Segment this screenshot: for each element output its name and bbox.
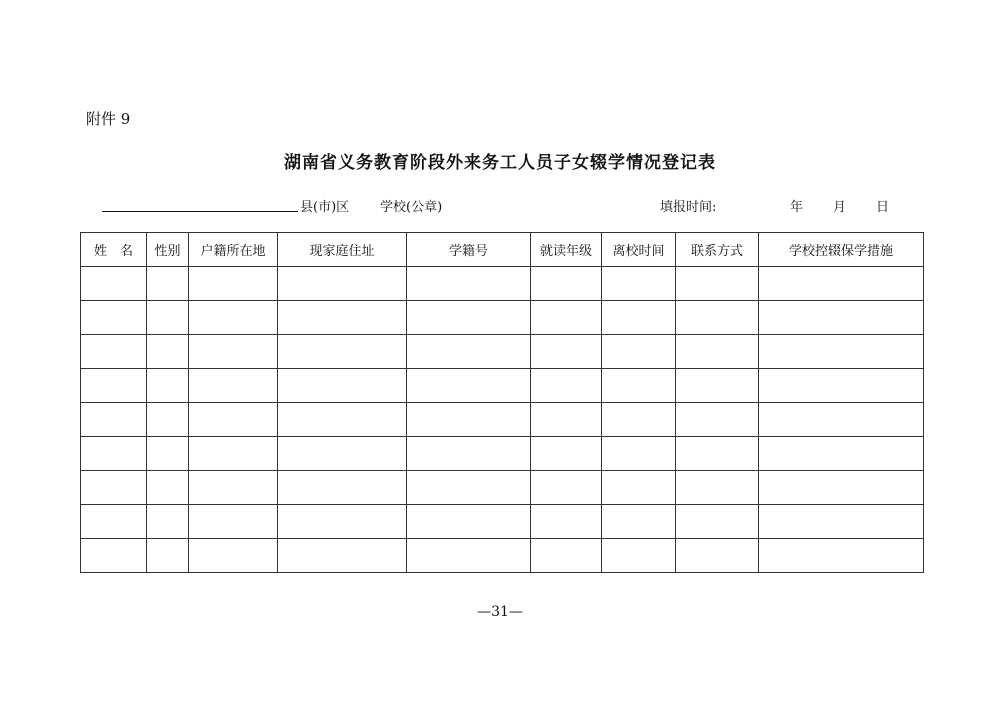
table-cell[interactable] [531, 301, 602, 335]
table-row [81, 403, 924, 437]
table-cell[interactable] [531, 267, 602, 301]
table-cell[interactable] [81, 267, 147, 301]
table-cell[interactable] [147, 335, 189, 369]
table-cell[interactable] [278, 403, 407, 437]
table-cell[interactable] [602, 267, 676, 301]
col-header-leave-date: 离校时间 [602, 233, 676, 267]
table-cell[interactable] [531, 437, 602, 471]
table-cell[interactable] [759, 505, 924, 539]
table-cell[interactable] [676, 437, 759, 471]
table-row [81, 267, 924, 301]
table-cell[interactable] [189, 335, 278, 369]
table-cell[interactable] [531, 369, 602, 403]
table-cell[interactable] [407, 403, 531, 437]
table-cell[interactable] [189, 301, 278, 335]
month-label: 月 [833, 200, 847, 215]
table-cell[interactable] [531, 335, 602, 369]
fill-time-label: 填报时间: [660, 200, 717, 215]
table-cell[interactable] [602, 301, 676, 335]
table-cell[interactable] [189, 267, 278, 301]
table-cell[interactable] [676, 539, 759, 573]
table-cell[interactable] [759, 369, 924, 403]
table-cell[interactable] [602, 539, 676, 573]
table-cell[interactable] [278, 471, 407, 505]
table-cell[interactable] [81, 437, 147, 471]
col-header-contact: 联系方式 [676, 233, 759, 267]
registration-table [80, 232, 924, 573]
table-cell[interactable] [602, 505, 676, 539]
table-cell[interactable] [759, 437, 924, 471]
table-cell[interactable] [759, 335, 924, 369]
table-cell[interactable] [676, 267, 759, 301]
table-cell[interactable] [147, 505, 189, 539]
table-cell[interactable] [407, 505, 531, 539]
table-row [81, 335, 924, 369]
table-cell[interactable] [602, 335, 676, 369]
table-cell[interactable] [676, 369, 759, 403]
table-cell[interactable] [81, 301, 147, 335]
col-header-current-address: 现家庭住址 [278, 233, 407, 267]
county-label: 县(市)区 [300, 200, 350, 215]
table-cell[interactable] [602, 437, 676, 471]
school-label: 学校(公章) [380, 200, 443, 215]
table-cell[interactable] [189, 437, 278, 471]
table-cell[interactable] [81, 539, 147, 573]
table-cell[interactable] [407, 335, 531, 369]
table-cell[interactable] [531, 505, 602, 539]
table-cell[interactable] [189, 403, 278, 437]
table-cell[interactable] [189, 369, 278, 403]
col-header-grade: 就读年级 [531, 233, 602, 267]
table-row [81, 301, 924, 335]
table-cell[interactable] [602, 403, 676, 437]
col-header-measures: 学校控辍保学措施 [759, 233, 924, 267]
table-cell[interactable] [189, 471, 278, 505]
table-cell[interactable] [531, 403, 602, 437]
attachment-label: 附件 9 [86, 110, 131, 128]
table-cell[interactable] [81, 403, 147, 437]
col-header-student-id: 学籍号 [407, 233, 531, 267]
table-cell[interactable] [278, 539, 407, 573]
table-cell[interactable] [189, 505, 278, 539]
table-cell[interactable] [407, 539, 531, 573]
table-cell[interactable] [278, 267, 407, 301]
table-row [81, 471, 924, 505]
table-cell[interactable] [147, 539, 189, 573]
year-label: 年 [790, 200, 804, 215]
table-cell[interactable] [147, 369, 189, 403]
table-cell[interactable] [189, 539, 278, 573]
col-header-household-registration: 户籍所在地 [189, 233, 278, 267]
table-cell[interactable] [278, 369, 407, 403]
table-cell[interactable] [407, 301, 531, 335]
table-row [81, 437, 924, 471]
table-cell[interactable] [407, 471, 531, 505]
col-header-gender: 性别 [147, 233, 189, 267]
table-row [81, 539, 924, 573]
table-cell[interactable] [759, 539, 924, 573]
table-row [81, 369, 924, 403]
page-number: —31— [477, 604, 523, 620]
table-cell[interactable] [676, 403, 759, 437]
table-cell[interactable] [81, 335, 147, 369]
table-cell[interactable] [602, 471, 676, 505]
table-cell[interactable] [278, 437, 407, 471]
table-cell[interactable] [759, 471, 924, 505]
table-body [81, 267, 924, 573]
col-header-name: 姓 名 [81, 233, 147, 267]
table-cell[interactable] [81, 369, 147, 403]
table-cell[interactable] [676, 471, 759, 505]
table-cell[interactable] [81, 471, 147, 505]
table-cell[interactable] [278, 335, 407, 369]
day-label: 日 [876, 200, 890, 215]
table-cell[interactable] [147, 267, 189, 301]
table-cell[interactable] [147, 403, 189, 437]
table-cell[interactable] [147, 437, 189, 471]
table-cell[interactable] [676, 301, 759, 335]
table-header-row [81, 233, 924, 267]
table-cell[interactable] [407, 369, 531, 403]
table-cell[interactable] [81, 505, 147, 539]
county-fill-line[interactable] [102, 211, 298, 212]
table-cell[interactable] [531, 471, 602, 505]
table-cell[interactable] [759, 403, 924, 437]
table-cell[interactable] [407, 437, 531, 471]
table-cell[interactable] [278, 301, 407, 335]
table-cell[interactable] [602, 369, 676, 403]
table-cell[interactable] [147, 301, 189, 335]
table-cell[interactable] [531, 539, 602, 573]
table-cell[interactable] [759, 267, 924, 301]
table-cell[interactable] [676, 335, 759, 369]
table-row [81, 505, 924, 539]
form-title: 湖南省义务教育阶段外来务工人员子女辍学情况登记表 [284, 153, 716, 173]
table-cell[interactable] [407, 267, 531, 301]
table-cell[interactable] [147, 471, 189, 505]
table-cell[interactable] [759, 301, 924, 335]
table-cell[interactable] [676, 505, 759, 539]
table-cell[interactable] [278, 505, 407, 539]
